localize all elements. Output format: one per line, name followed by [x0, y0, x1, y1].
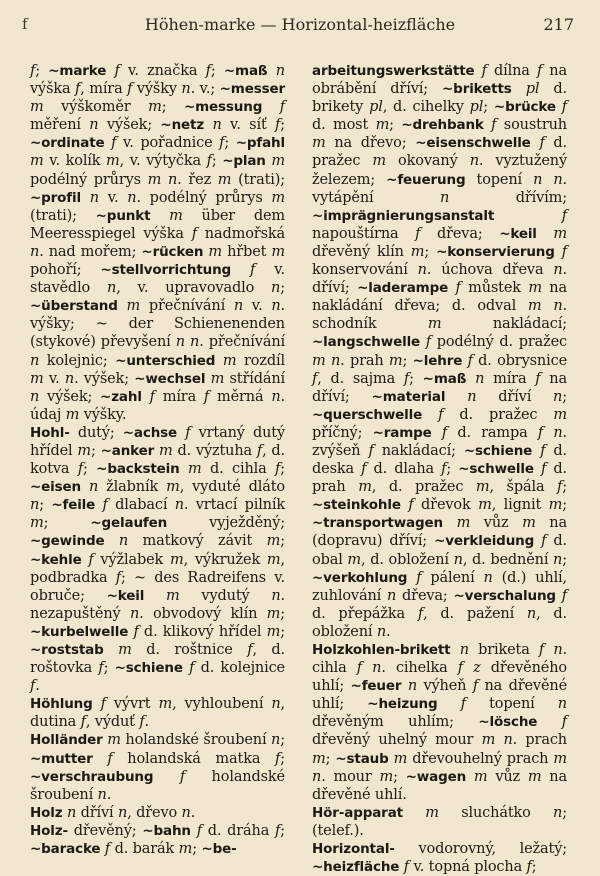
left-column: f; ~marke f v. značka f; ~maß n výška f, míra f výšky n. v.; ~messer m výškoměr m; ~messung f měření n výšek; ~netz n v. síť f; ~ordinate f v. pořadnice f; ~pfahl m v. kolík m, v. výtyčka f; ~plan m podélný průrys m n. řez m (trati); ~profil n v. n. podélný průrys m (trati); ~punkt m über dem Meeresspiegel výška f nadmořská n. nad mořem; ~rücken m hřbet m pohoří; ~stellvorrichtung f v. stavědlo n, v. upravovadlo n; ~überstand m přečnívání n v. n. výšky; ~ der Schienenenden (stykové) převyšení n n. přečnívání n kolejnic; ~unterschied m rozdíl m v. n. výšek; ~wechsel m střídání n výšek; ~zahl f míra f měrná n. údaj m výšky. Hohl- dutý; ~achse f vrtaný dutý hřídel m; ~anker m d. výztuha f, d. kotva f; ~backstein m d. cihla f; ~eisen n žlabník m, vyduté dláto n; ~feile f dlabací n. vrtací pilník m; ~gelaufen vyježděný; ~gewinde n matkový závit m; ~kehle f výžlabek m, výkružek m, podbradka f; ~ des Radreifens v. obruče; ~keil m vydutý n. nezapuštěný n. obvodový klín m; ~kurbelwelle f d. klikový hřídel m; ~roststab m d. roštnice f, d. roštovka f; ~schiene f d. kolejnice f. Höhlung f vývrt m, vyhloubení n, dutina f, výduť f. Holländer m holandské šroubení n; ~mutter f holandská matka f; ~verschraubung f holandské šroubení n. Holz n dříví n, dřevo n. Holz- dřevěný; ~bahn f d. dráha f; ~baracke f d. barák m; ~be- — [30, 63, 286, 858]
running-header — [0, 0, 600, 50]
page-number: 217 — [543, 15, 574, 34]
right-column: arbeitungswerkstätte f dílna f na obrábění dříví; ~briketts pl d. brikety pl, d. cihelky pl; ~brücke f d. most m; ~drehbank f soustruh m na dřevo; ~eisenschwelle f d. pražec m okovaný n. vyztužený železem; ~feuerung topení n n. vytápění n dřívím; ~imprägnierungsanstalt f napouštírna f dřeva; ~keil m dřevěný klín m; ~konservierung f konservování n. úchova dřeva n. dříví; ~laderampe f můstek m na nakládání dřeva; d. odval m n. schodník m nakládací; ~langschwelle f podélný d. pražec m n. prah m; ~lehre f d. obrysnice f, d. sajma f; ~maß n míra f na dříví; ~material n dříví n; ~querschwelle f d. pražec m příčný; ~rampe f d. rampa f n. zvýšeň f nakládací; ~schiene f d. deska f d. dlaha f; ~schwelle f d. prah m, d. pražec m, špála f; ~steinkohle f dřevok m, lignit m; ~transportwagen m vůz m na (dopravu) dříví; ~verkleidung f d. obal m, d. obložení n, d. bednění n; ~verkohlung f pálení n (d.) uhlí, zuhlování n dřeva; ~verschalung f d. přepážka f, d. pažení n, d. obložení n. Holzkohlen-brikett n briketa f n. cihla f n. cihelka f z dřevěného uhlí; ~feuer n výheň f na dřevěné uhlí; ~heizung f topení n dřevěným uhlím; ~lösche f dřevěný uhelný mour m n. prach m; ~staub m dřevouhelný prach m n. mour m; ~wagen m vůz m na dřevěné uhlí. Hör-apparat m sluchátko n; (telef.). Horizontal- vodorovný, ležatý; ~heizfläche f v. topná plocha f; — [312, 63, 568, 876]
header-title: Höhen-marke — Horizontal-heizfläche — [144, 15, 456, 34]
header-left-mark: f — [22, 15, 28, 33]
